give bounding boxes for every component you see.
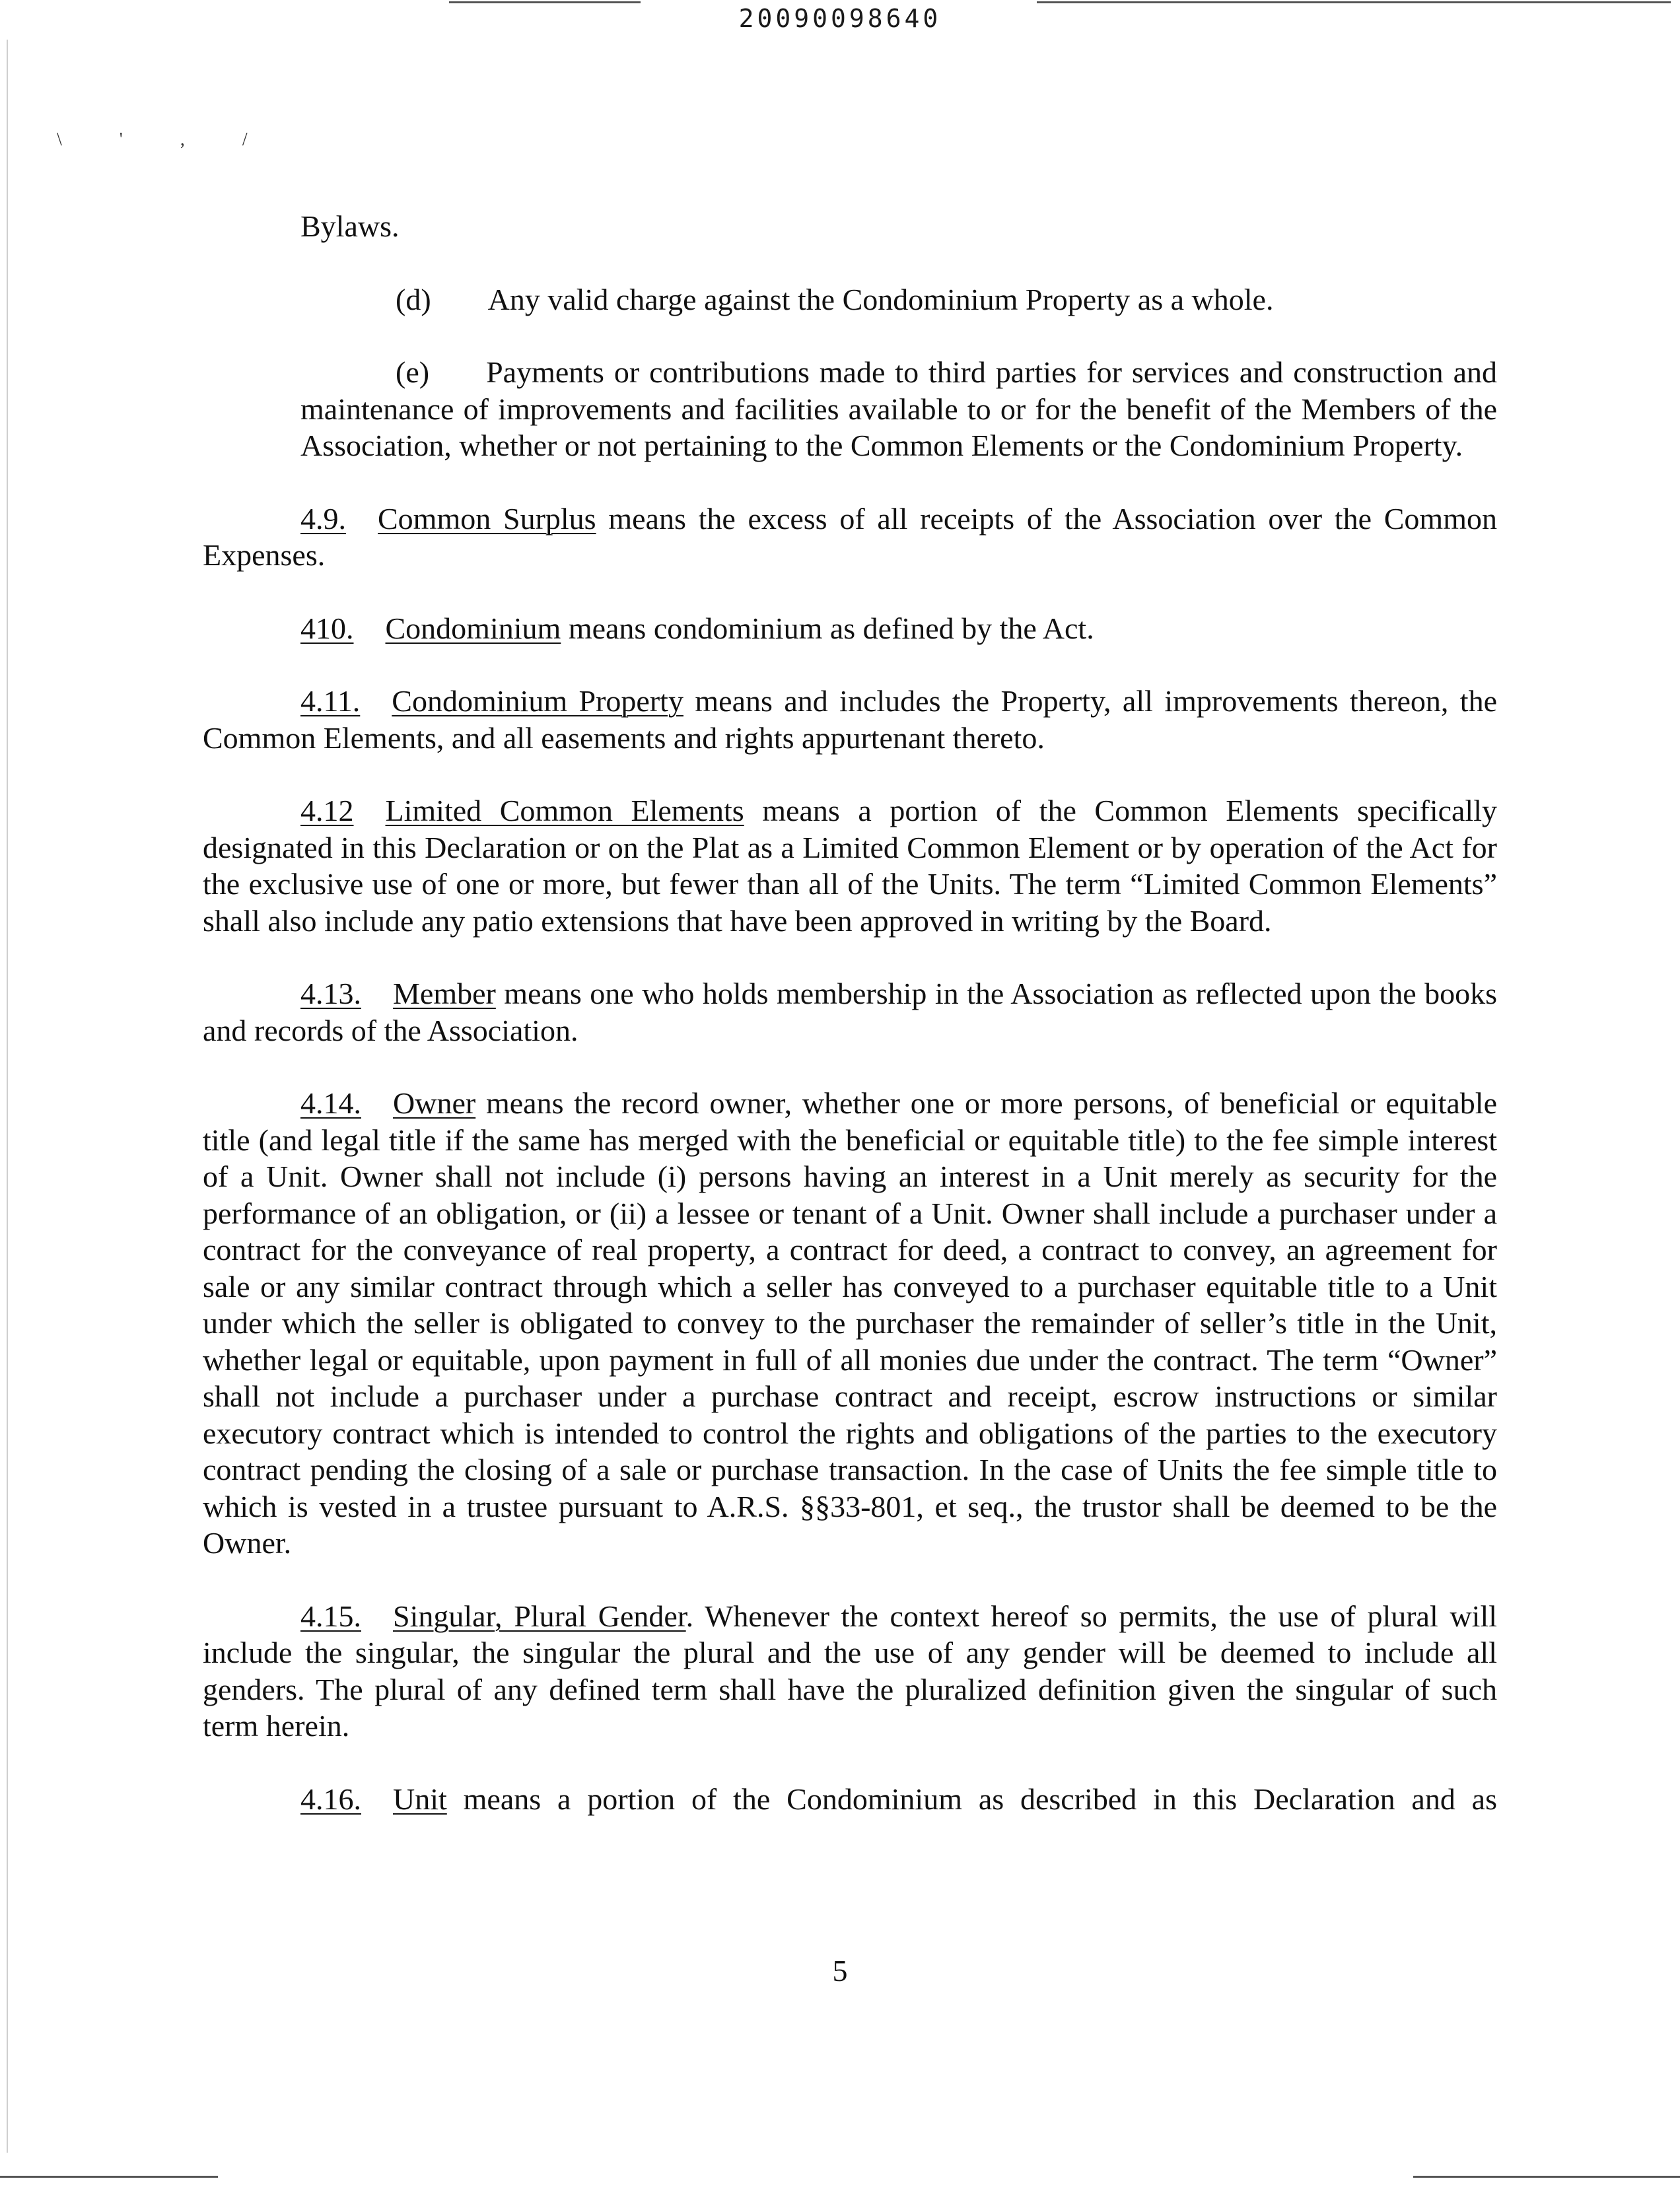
section-4-16: [203, 1781, 1497, 1818]
scan-top-rule-right: [1037, 1, 1671, 3]
section-4-10: [203, 610, 1497, 647]
defined-term: Limited Common Elements: [385, 794, 744, 827]
section-number: 4.12: [300, 794, 354, 827]
scan-bottom-rule-right: [1413, 2176, 1680, 2178]
paragraph-d-label: (d): [396, 282, 431, 316]
document-number: 20090098640: [738, 4, 942, 33]
paragraph-d: [203, 281, 1497, 318]
defined-term: Condominium Property: [392, 684, 683, 718]
section-number: 4.13.: [300, 977, 361, 1010]
paragraph-d-text: Any valid charge against the Condominium Property as a whole.: [487, 282, 1274, 316]
scan-marks: \ ' , /: [57, 129, 274, 150]
section-text: . Whenever the context hereof so permits, the use of plural will include the singular, the singular the plural and the use of any gender will be deemed to include all genders. The plural of any defined term shall have the pluralized definition given the singular of such term herein.: [203, 1599, 1498, 1743]
defined-term: Unit: [393, 1782, 447, 1816]
section-number: 4.9.: [300, 501, 346, 536]
section-number: 410.: [300, 611, 354, 645]
section-text: means the excess of all receipts of the Association over the Common Expenses.: [203, 501, 1497, 572]
section-number: 4.11.: [300, 684, 361, 718]
section-text: means one who holds membership in the Association as reflected upon the books and records of the Association.: [203, 977, 1497, 1047]
section-text: means a portion of the Condominium as described in this Declaration and as: [446, 1782, 1497, 1816]
section-4-9: [203, 501, 1497, 574]
defined-term: Common Surplus: [378, 501, 596, 536]
section-number: 4.14.: [300, 1086, 361, 1120]
document-body: [203, 208, 1497, 1817]
section-text: means and includes the Property, all improvements thereon, the Common Elements, and all easements and rights appurtenant thereto.: [203, 684, 1497, 755]
section-4-15: [203, 1598, 1497, 1745]
defined-term: Condominium: [385, 611, 561, 645]
section-4-14: [203, 1085, 1497, 1562]
defined-term: Owner: [393, 1086, 476, 1120]
section-text: means the record owner, whether one or more persons, of beneficial or equitable title (and legal title if the same has merged with the beneficial or equitable title) to the fee simple interest of a Unit. Owner shall not include (i) persons having an interest in a Unit merely as security for the performance of an obligation, or (ii) a lessee or tenant of a Unit. Owner shall include a purchaser under a contract for the conveyance of real property, a contract for deed, a contract to convey, an agreement for sale or any similar contract through which a seller has conveyed to a purchaser equitable title to a Unit under which the seller is obligated to convey to the purchaser the remainder of seller’s title in the Unit, whether legal or equitable, upon payment in full of all monies due under the contract. The term “Owner” shall not include a purchaser under a purchase contract and receipt, escrow instructions or similar executory contract which is intended to control the rights and obligations of the parties to the executory contract pending the closing of a sale or purchase transaction. In the case of Units the fee simple title to which is vested in a trustee pursuant to A.R.S. §§33-801, et seq., the trustor shall be deemed to be the Owner.: [203, 1086, 1497, 1560]
section-number: 4.16.: [300, 1782, 361, 1816]
defined-term: Member: [393, 977, 496, 1010]
paragraph-bylaws: [300, 208, 1497, 245]
defined-term: Singular, Plural Gender: [393, 1599, 686, 1633]
scan-left-edge: [7, 40, 8, 2153]
bylaws-text: Bylaws.: [300, 209, 400, 243]
paragraph-e: [300, 354, 1497, 464]
paragraph-e-label: (e): [396, 355, 430, 389]
section-4-11: [203, 683, 1497, 756]
page-number: 5: [832, 1954, 848, 1988]
scan-bottom-rule: [0, 2176, 218, 2178]
scan-top-rule-left: [449, 1, 641, 3]
paragraph-e-text: Payments or contributions made to third parties for services and construction and maintenance of improvements and facilities available to or for the benefit of the Members of the Association, whether or not pertaining to the Common Elements or the Condominium Property.: [300, 355, 1497, 462]
section-4-12: [203, 792, 1497, 939]
section-text: means a portion of the Common Elements specifically designated in this Declaration or on the Plat as a Limited Common Element or by operation of the Act for the exclusive use of one or more, but fewer than all of the Units. The term “Limited Common Elements” shall also include any patio extensions that have been approved in writing by the Board.: [203, 794, 1497, 938]
section-4-13: [203, 975, 1497, 1049]
section-number: 4.15.: [300, 1599, 361, 1633]
section-text: means condominium as defined by the Act.: [561, 611, 1094, 645]
